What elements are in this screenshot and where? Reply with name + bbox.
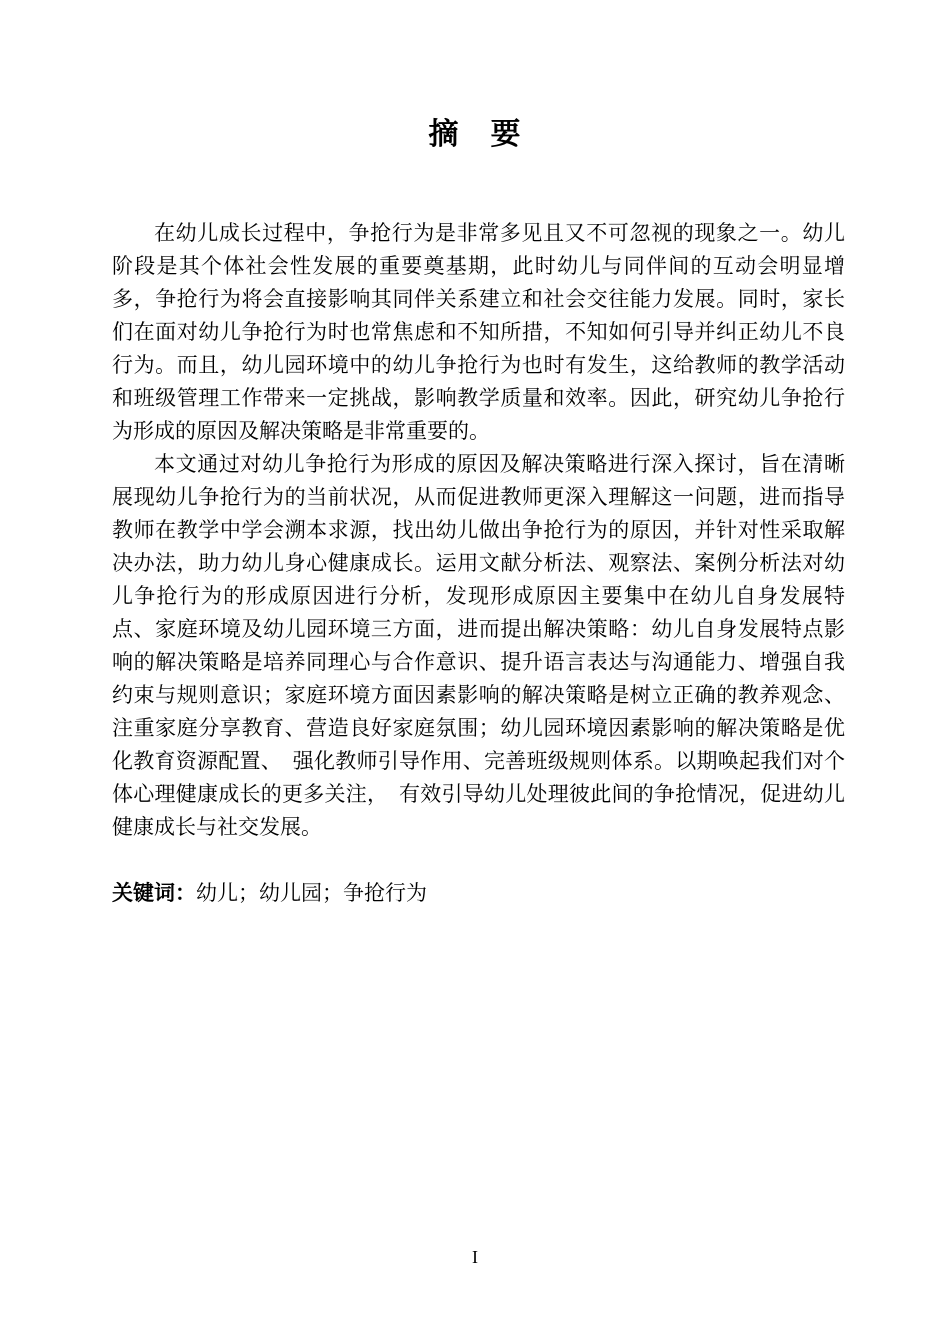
abstract-body [0,217,950,910]
keywords-line [112,877,845,910]
abstract-paragraph-1: 在幼儿成长过程中，争抢行为是非常多见且又不可忽视的现象之一。幼儿阶段是其个体社会性发展的重要奠基期，此时幼儿与同伴间的互动会明显增多，争抢行为将会直接影响其同伴关系建立和社会交往能力发展。同时，家长们在面对幼儿争抢行为时也常焦虑和不知所措，不知如何引导并纠正幼儿不良行为。而且，幼儿园环境中的幼儿争抢行为也时有发生，这给教师的教学活动和班级管理工作带来一定挑战，影响教学质量和效率。因此，研究幼儿争抢行为形成的原因及解决策略是非常重要的。 [112,221,845,443]
page-title: 摘 要 [428,118,522,151]
keywords-label: 关键词： [112,881,196,905]
keywords-text: 幼儿；幼儿园；争抢行为 [196,881,427,905]
page-number: I [472,1247,478,1267]
abstract-paragraph-2: 本文通过对幼儿争抢行为形成的原因及解决策略进行深入探讨，旨在清晰展现幼儿争抢行为的当前状况，从而促进教师更深入理解这一问题，进而指导教师在教学中学会溯本求源，找出幼儿做出争抢行为的原因，并针对性采取解决办法，助力幼儿身心健康成长。运用文献分析法、观察法、案例分析法对幼儿争抢行为的形成原因进行分析，发现形成原因主要集中在幼儿自身发展特点、家庭环境及幼儿园环境三方面，进而提出解决策略：幼儿自身发展特点影响的解决策略是培养同理心与合作意识、提升语言表达与沟通能力、增强自我约束与规则意识；家庭环境方面因素影响的解决策略是树立正确的教养观念、注重家庭分享教育、营造良好家庭氛围；幼儿园环境因素影响的解决策略是优化教育资源配置、 强化教师引导作用、完善班级规则体系。以期唤起我们对个体心理健康成长的更多关注， 有效引导幼儿处理彼此间的争抢情况，促进幼儿健康成长与社交发展。 [112,452,845,839]
